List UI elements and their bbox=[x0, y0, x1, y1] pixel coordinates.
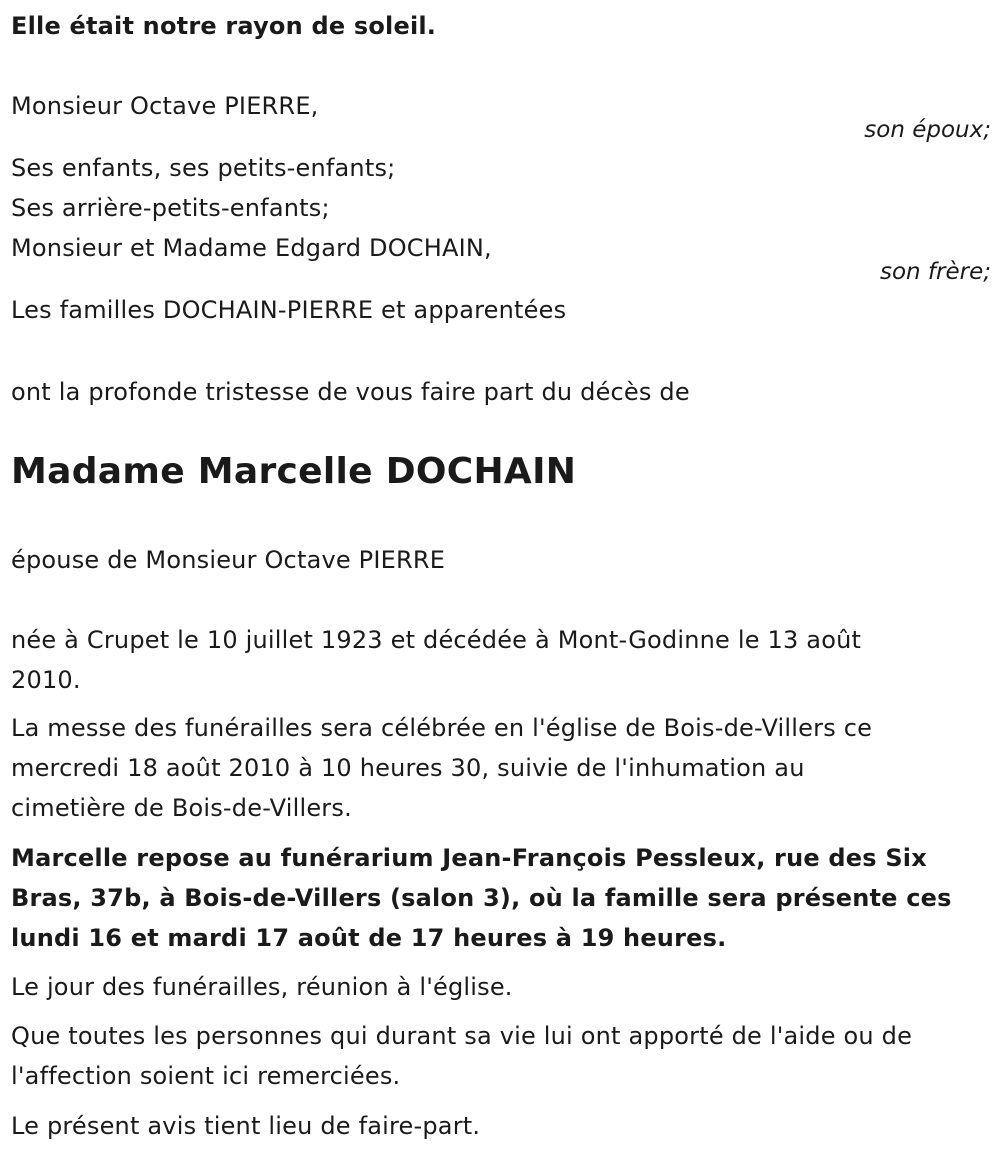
brother-relation: son frère; bbox=[879, 259, 991, 285]
husband-name: Monsieur Octave PIERRE, bbox=[11, 92, 319, 120]
families-line: Les familles DOCHAIN-PIERRE et apparentées bbox=[11, 296, 567, 324]
deceased-name: Madame Marcelle DOCHAIN bbox=[11, 451, 577, 492]
husband-relation: son époux; bbox=[864, 117, 991, 143]
meeting-line: Le jour des funérailles, réunion à l'église. bbox=[11, 973, 513, 1001]
mass-line-2: mercredi 18 août 2010 à 10 heures 30, suivie de l'inhumation au bbox=[11, 754, 805, 782]
mass-line-1: La messe des funérailles sera célébrée en l'église de Bois-de-Villers ce bbox=[11, 714, 873, 742]
spouse-line: épouse de Monsieur Octave PIERRE bbox=[11, 546, 446, 574]
children-line: Ses enfants, ses petits-enfants; bbox=[11, 154, 396, 182]
motto: Elle était notre rayon de soleil. bbox=[11, 12, 437, 40]
closing-line: Le présent avis tient lieu de faire-part. bbox=[11, 1112, 481, 1140]
funerarium-line-2: Bras, 37b, à Bois-de-Villers (salon 3), où la famille sera présente ces bbox=[11, 884, 952, 912]
thanks-line-1: Que toutes les personnes qui durant sa vie lui ont apporté de l'aide ou de bbox=[11, 1022, 913, 1050]
great-grandchildren-line: Ses arrière-petits-enfants; bbox=[11, 194, 330, 222]
thanks-line-2: l'affection soient ici remerciées. bbox=[11, 1062, 401, 1090]
funerarium-line-3: lundi 16 et mardi 17 août de 17 heures à 19 heures. bbox=[11, 924, 727, 952]
birth-death-line-2: 2010. bbox=[11, 666, 81, 694]
brother-name: Monsieur et Madame Edgard DOCHAIN, bbox=[11, 234, 492, 262]
announcement: ont la profonde tristesse de vous faire part du décès de bbox=[11, 378, 690, 406]
funerarium-line-1: Marcelle repose au funérarium Jean-François Pessleux, rue des Six bbox=[11, 844, 927, 872]
birth-death-line-1: née à Crupet le 10 juillet 1923 et décédée à Mont-Godinne le 13 août bbox=[11, 626, 862, 654]
mass-line-3: cimetière de Bois-de-Villers. bbox=[11, 794, 352, 822]
